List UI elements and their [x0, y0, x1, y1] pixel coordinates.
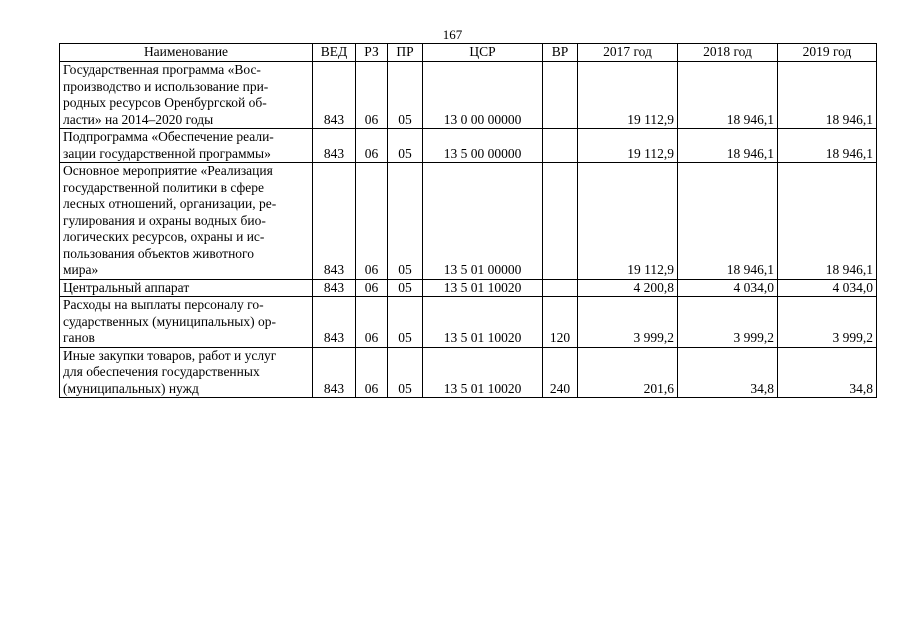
table-row [60, 297, 877, 348]
rz-cell: 06 [356, 347, 388, 398]
page-number: 167 [442, 27, 463, 42]
pr-cell: 05 [388, 297, 423, 348]
amount-2019-cell: 18 946,1 [778, 163, 877, 280]
row-name-line: ганов [63, 330, 95, 345]
table-row [60, 347, 877, 398]
row-name-line: Центральный аппарат [63, 279, 190, 295]
amount-2019-cell: 34,8 [778, 347, 877, 398]
column-header-pr: ПР [388, 44, 423, 62]
column-header-name: Наименование [60, 44, 313, 62]
column-header-2017: 2017 год [578, 44, 678, 62]
ved-cell: 843 [313, 297, 356, 348]
row-name-line: Основное мероприятие «Реализация [63, 163, 273, 178]
vr-cell [543, 163, 578, 280]
pr-cell: 05 [388, 129, 423, 163]
row-name-line: лесных отношений, организации, ре- [63, 196, 277, 211]
column-header-vr: ВР [543, 44, 578, 62]
row-name-line: сударственных (муниципальных) ор- [63, 313, 276, 329]
csr-cell: 13 5 01 00000 [423, 163, 543, 280]
amount-2017-cell: 19 112,9 [578, 129, 678, 163]
vr-cell [543, 129, 578, 163]
column-header-csr: ЦСР [423, 44, 543, 62]
row-name-line: родных ресурсов Оренбургской об- [63, 95, 267, 110]
row-name-line: ласти» на 2014–2020 годы [63, 111, 214, 127]
amount-2018-cell: 3 999,2 [678, 297, 778, 348]
amount-2017-cell: 4 200,8 [578, 279, 678, 297]
rz-cell: 06 [356, 129, 388, 163]
row-name-cell [60, 297, 313, 348]
amount-2018-cell: 18 946,1 [678, 129, 778, 163]
amount-2019-cell: 18 946,1 [778, 62, 877, 129]
pr-cell: 05 [388, 279, 423, 297]
row-name-line: гулирования и охраны водных био- [63, 212, 266, 228]
amount-2017-cell: 201,6 [578, 347, 678, 398]
pr-cell: 05 [388, 163, 423, 280]
csr-cell: 13 5 01 10020 [423, 279, 543, 297]
amount-2018-cell: 18 946,1 [678, 62, 778, 129]
csr-cell: 13 0 00 00000 [423, 62, 543, 129]
ved-cell: 843 [313, 129, 356, 163]
column-header-2019: 2019 год [778, 44, 877, 62]
column-header-2018: 2018 год [678, 44, 778, 62]
amount-2018-cell: 34,8 [678, 347, 778, 398]
row-name-line: для обеспечения государственных [63, 364, 260, 379]
row-name-cell [60, 129, 313, 163]
row-name-line: логических ресурсов, охраны и ис- [63, 229, 265, 244]
amount-2018-cell: 18 946,1 [678, 163, 778, 280]
table-row [60, 62, 877, 129]
pr-cell: 05 [388, 347, 423, 398]
row-name-line: производство и использование при- [63, 78, 269, 94]
amount-2017-cell: 19 112,9 [578, 62, 678, 129]
vr-cell: 120 [543, 297, 578, 348]
rz-cell: 06 [356, 279, 388, 297]
row-name-cell [60, 163, 313, 280]
amount-2017-cell: 3 999,2 [578, 297, 678, 348]
csr-cell: 13 5 00 00000 [423, 129, 543, 163]
table-header-row [60, 44, 877, 62]
row-name-line: мира» [63, 262, 99, 277]
amount-2019-cell: 4 034,0 [778, 279, 877, 297]
row-name-line: Подпрограмма «Обеспечение реали- [63, 129, 274, 144]
row-name-cell [60, 279, 313, 297]
row-name-cell [60, 347, 313, 398]
vr-cell [543, 279, 578, 297]
row-name-line: пользования объектов животного [63, 245, 255, 261]
table-row [60, 279, 877, 297]
table-row [60, 163, 877, 280]
ved-cell: 843 [313, 347, 356, 398]
row-name-line: Иные закупки товаров, работ и услуг [63, 347, 277, 363]
csr-cell: 13 5 01 10020 [423, 297, 543, 348]
ved-cell: 843 [313, 163, 356, 280]
row-name-line: государственной политики в сфере [63, 179, 265, 195]
amount-2019-cell: 3 999,2 [778, 297, 877, 348]
csr-cell: 13 5 01 10020 [423, 347, 543, 398]
row-name-line: Расходы на выплаты персоналу го- [63, 297, 264, 312]
row-name-cell [60, 62, 313, 129]
rz-cell: 06 [356, 62, 388, 129]
vr-cell: 240 [543, 347, 578, 398]
row-name-line: (муниципальных) нужд [63, 380, 199, 396]
rz-cell: 06 [356, 297, 388, 348]
column-header-rz: РЗ [356, 44, 388, 62]
amount-2017-cell: 19 112,9 [578, 163, 678, 280]
column-header-ved: ВЕД [313, 44, 356, 62]
row-name-line: Государственная программа «Вос- [63, 62, 261, 77]
amount-2018-cell: 4 034,0 [678, 279, 778, 297]
ved-cell: 843 [313, 62, 356, 129]
pr-cell: 05 [388, 62, 423, 129]
row-name-line: зации государственной программы» [63, 145, 271, 161]
table-row [60, 129, 877, 163]
budget-table [59, 43, 877, 398]
rz-cell: 06 [356, 163, 388, 280]
ved-cell: 843 [313, 279, 356, 297]
amount-2019-cell: 18 946,1 [778, 129, 877, 163]
vr-cell [543, 62, 578, 129]
